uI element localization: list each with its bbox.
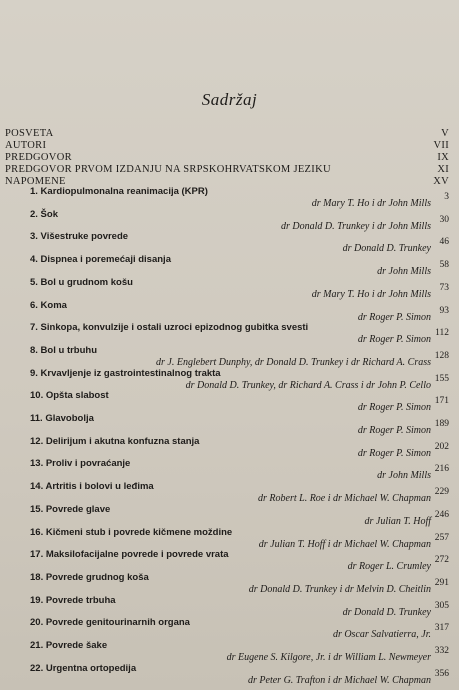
chapter-page: 356 [434, 668, 449, 679]
chapter-page: 332 [434, 646, 449, 656]
chapter-page: 189 [434, 419, 449, 429]
page-title: Sadržaj [201, 90, 258, 109]
chapter-title: 16. Kičmeni stub i povrede kičmene moždine [30, 526, 233, 538]
chapter-title: 21. Povrede šake [30, 640, 108, 651]
chapter-authors: dr Donald D. Trunkey i dr Melvin D. Cheitlin [248, 583, 431, 595]
front-matter-item [5, 128, 449, 140]
chapter-authors: dr Julian T. Hoff i dr Michael W. Chapman [258, 538, 431, 550]
chapter-page: 171 [434, 396, 449, 407]
chapter-page: 202 [434, 441, 449, 452]
front-matter-page: XV [433, 176, 449, 187]
chapter-title: 1. Kardiopulmonalna reanimacija (KPR) [30, 186, 208, 197]
chapter-authors: dr Mary T. Ho i dr John Mills [311, 198, 431, 209]
front-matter-label: POSVETA [5, 128, 54, 139]
chapter-title: 18. Povrede grudnog koša [30, 571, 149, 583]
chapter-title: 7. Sinkopa, konvulzije i ostali uzroci epizodnog gubitka svesti [30, 322, 309, 334]
front-matter-label: PREDGOVOR [5, 152, 72, 163]
chapter-authors: dr John Mills [377, 266, 431, 278]
chapter-page: 229 [434, 487, 449, 498]
chapter-page: 257 [434, 532, 449, 543]
front-matter-page: IX [437, 152, 449, 163]
chapter-authors: dr John Mills [377, 470, 431, 482]
chapter-page: 58 [439, 260, 449, 271]
chapter-authors: dr Donald D. Trunkey [342, 243, 431, 255]
chapter-authors: dr Roger P. Simon [357, 402, 431, 414]
chapter-authors: dr Robert L. Roe i dr Michael W. Chapman [258, 493, 431, 505]
chapter-authors: dr Roger P. Simon [357, 425, 431, 436]
chapter-authors: dr Roger P. Simon [357, 311, 431, 323]
chapter-page: 30 [439, 214, 449, 225]
chapter-authors: dr Oscar Salvatierra, Jr. [332, 629, 431, 641]
chapter-page: 246 [434, 509, 449, 520]
chapter-page: 305 [434, 600, 449, 611]
chapter-title: 13. Proliv i povraćanje [30, 458, 131, 470]
chapter-authors: dr Julian T. Hoff [364, 515, 431, 527]
front-matter-label: PREDGOVOR PRVOM IZDANJU NA SRPSKOHRVATSKOM JEZIKU [5, 164, 331, 175]
chapter-page: 128 [434, 350, 449, 361]
chapter-page: 46 [439, 237, 449, 248]
front-matter-item [5, 152, 449, 164]
chapter-title: 10. Opšta slabost [30, 390, 109, 402]
chapter-title: 17. Maksilofacijalne povrede i povrede vrata [30, 549, 229, 561]
front-matter-page: XI [437, 164, 449, 175]
chapter-page: 216 [434, 464, 449, 475]
chapter-authors: dr J. Englebert Dunphy, dr Donald D. Trunkey i dr Richard A. Crass [156, 356, 431, 368]
chapter-title: 19. Povrede trbuha [30, 594, 116, 606]
chapter-page: 93 [439, 305, 449, 316]
chapter-title: 14. Artritis i bolovi u leđima [30, 481, 154, 493]
chapter-title: 22. Urgentna ortopedija [30, 662, 137, 674]
chapter-entry [30, 663, 449, 690]
front-matter-label: AUTORI [5, 140, 47, 151]
chapter-page: 112 [435, 328, 449, 339]
chapter-page: 291 [434, 577, 449, 588]
chapter-title: 5. Bol u grudnom košu [30, 276, 133, 288]
chapter-authors: dr Eugene S. Kilgore, Jr. i dr William L. Newmeyer [226, 652, 431, 663]
chapter-title: 3. Višestruke povrede [30, 231, 129, 243]
chapter-page: 3 [444, 192, 449, 202]
chapter-title: 6. Koma [30, 299, 67, 311]
front-matter-item [5, 140, 449, 152]
chapter-page: 317 [434, 623, 449, 634]
front-matter-page: V [441, 128, 449, 139]
chapter-authors: dr Roger P. Simon [357, 334, 431, 346]
chapter-authors: dr Roger P. Simon [357, 447, 431, 459]
front-matter-item [5, 164, 449, 176]
chapter-title: 2. Šok [30, 208, 58, 220]
chapter-page: 155 [434, 373, 449, 384]
chapter-authors: dr Roger L. Crumley [347, 561, 431, 573]
front-matter-label: NAPOMENE [5, 176, 66, 187]
chapter-authors: dr Donald D. Trunkey i dr John Mills [281, 220, 431, 232]
chapter-title: 15. Povrede glave [30, 503, 111, 515]
chapter-authors: dr Peter G. Trafton i dr Michael W. Chapman [248, 674, 431, 686]
chapter-title: 11. Glavobolja [30, 413, 94, 424]
chapter-authors: dr Mary T. Ho i dr John Mills [311, 288, 431, 300]
chapter-page: 73 [439, 282, 449, 293]
chapter-title: 4. Dispnea i poremećaji disanja [30, 254, 171, 266]
chapter-title: 20. Povrede genitourinarnih organa [30, 617, 190, 629]
chapter-title: 12. Delirijum i akutna konfuzna stanja [30, 435, 200, 447]
chapter-authors: dr Donald D. Trunkey, dr Richard A. Crass i dr John P. Cello [185, 379, 431, 391]
chapter-title: 8. Bol u trbuhu [30, 344, 98, 356]
chapter-authors: dr Donald D. Trunkey [342, 606, 431, 618]
chapter-page: 272 [434, 555, 449, 566]
chapter-title: 9. Krvavljenje iz gastrointestinalnog trakta [30, 367, 221, 379]
front-matter-page: VII [433, 140, 449, 151]
